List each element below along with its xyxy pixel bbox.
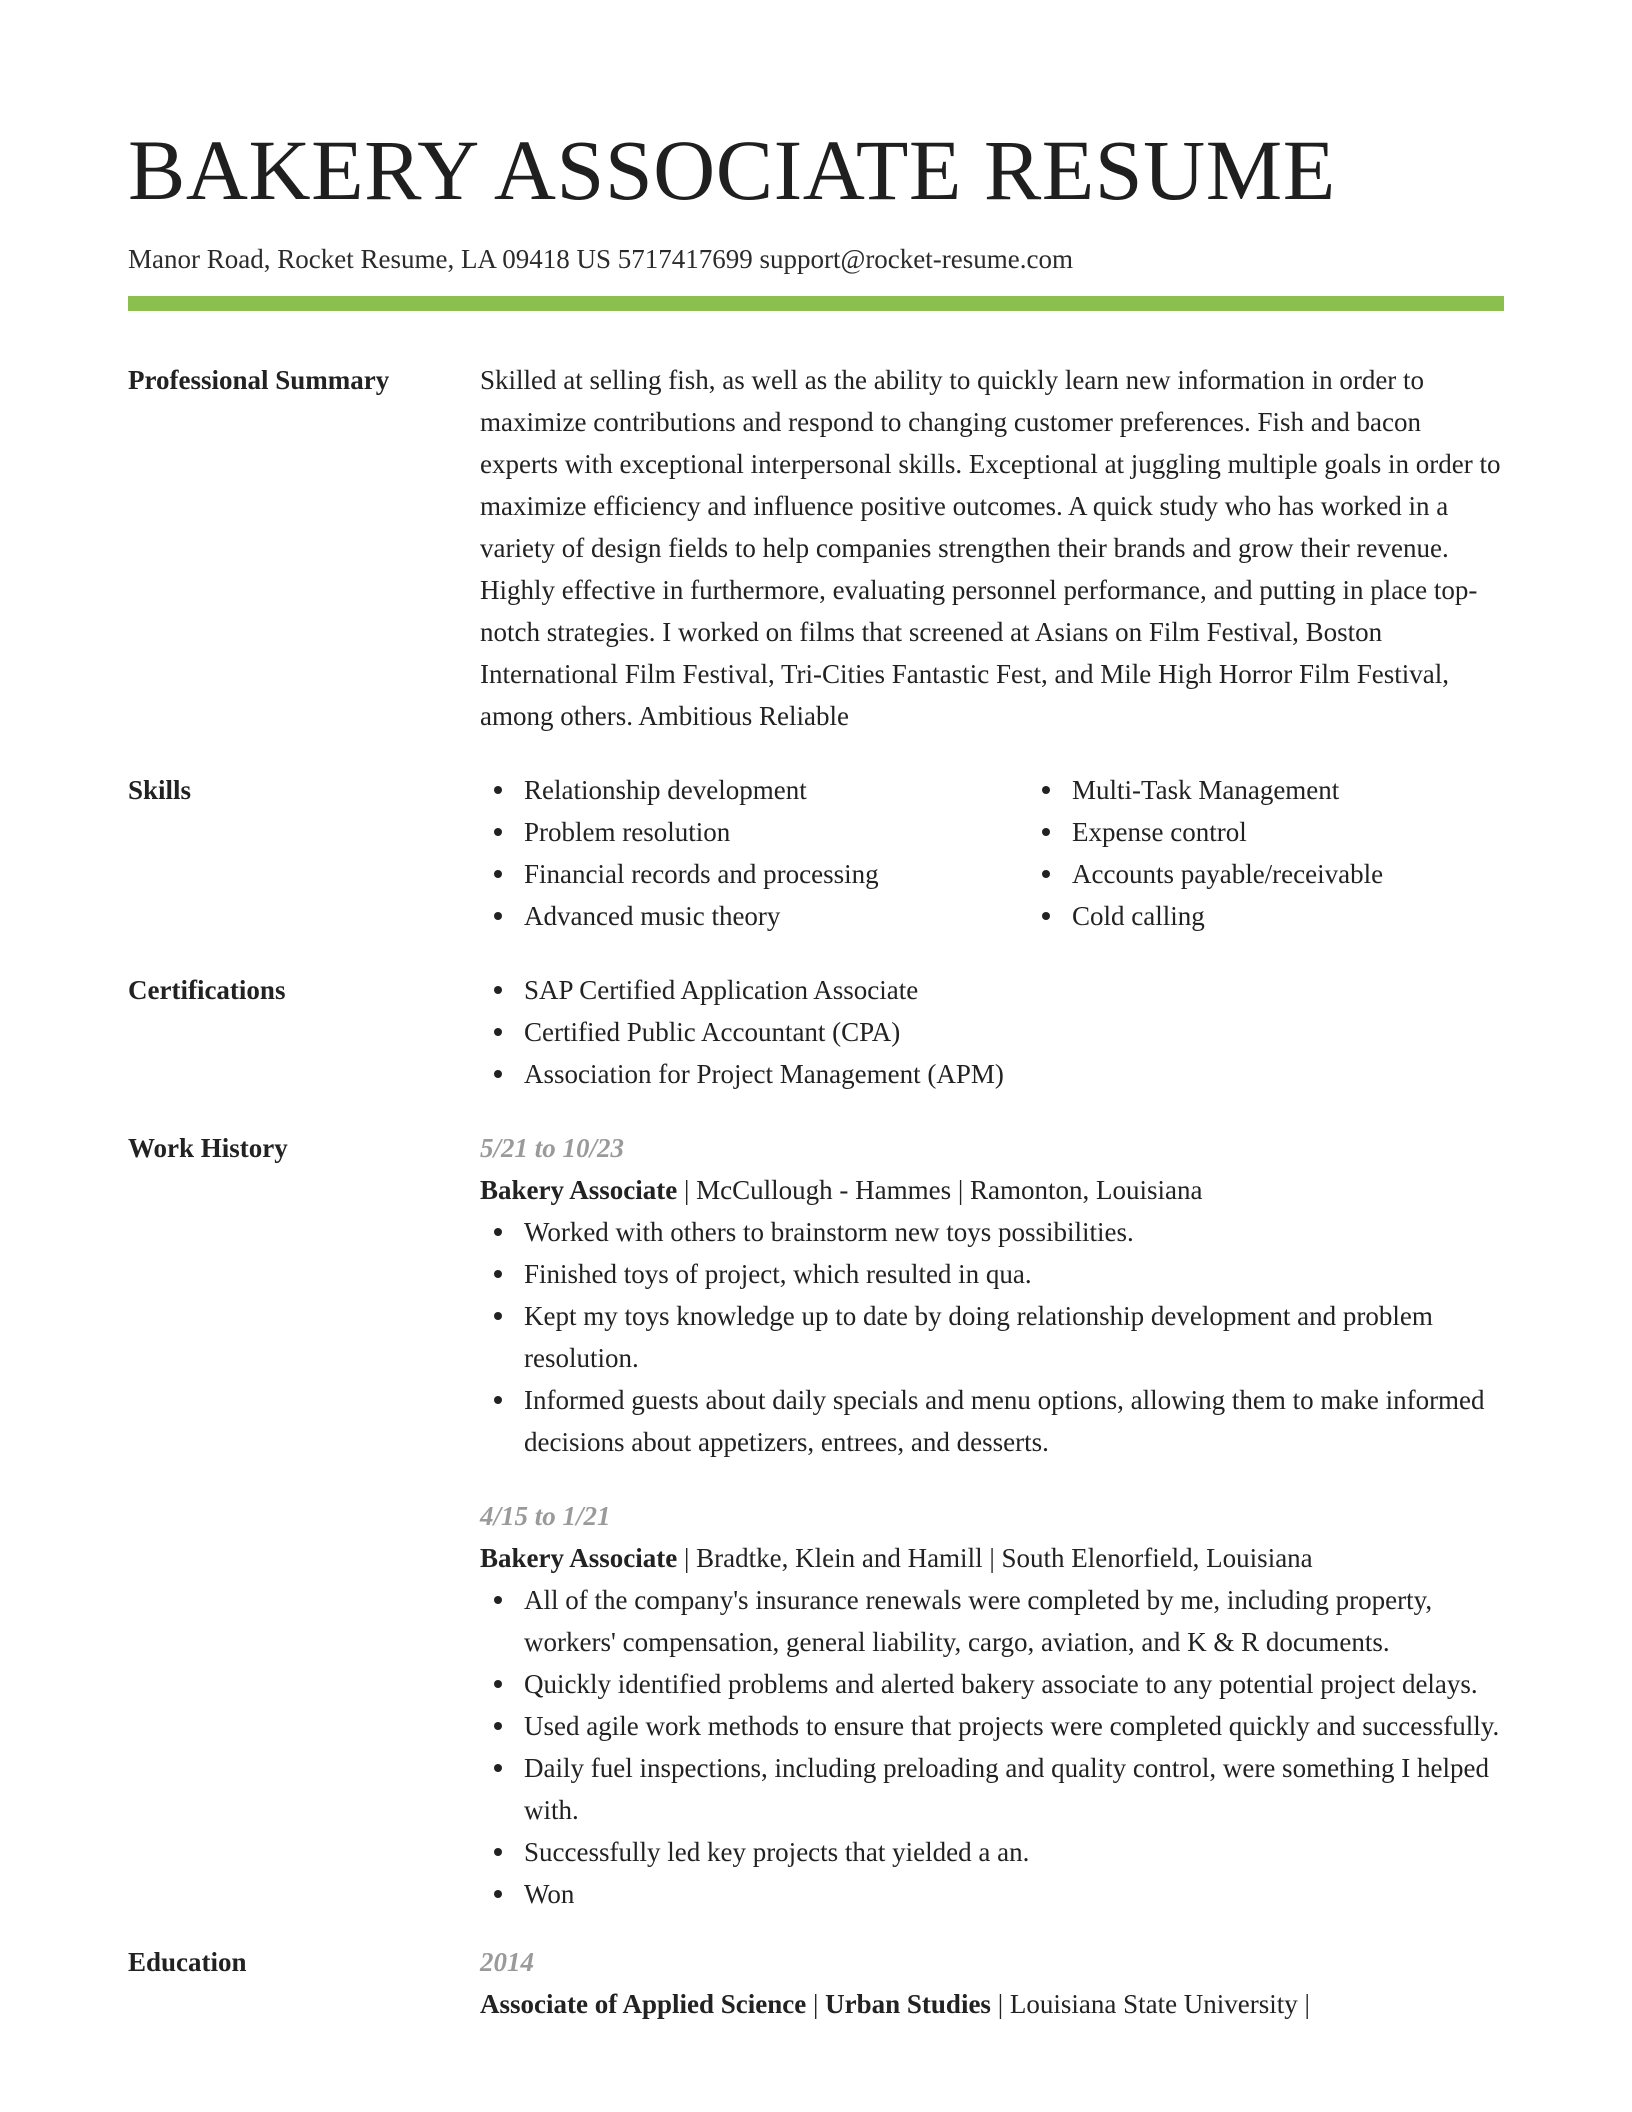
education-degree: Associate of Applied Science xyxy=(480,1989,807,2019)
education-school: Louisiana State University xyxy=(1009,1989,1298,2019)
work-history-body xyxy=(480,1127,1504,1915)
certifications-section xyxy=(128,969,1504,1095)
education-heading: Associate of Applied Science | Urban Studies | Louisiana State University | xyxy=(480,1989,1310,2019)
certification-item: Association for Project Management (APM) xyxy=(524,1053,1504,1095)
section-label-certifications: Certifications xyxy=(128,975,286,1005)
job-bullets xyxy=(480,1579,1504,1915)
certifications-body xyxy=(480,969,1504,1095)
job-bullet: Successfully led key projects that yielded a an. xyxy=(524,1831,1504,1873)
job-bullet: All of the company's insurance renewals were completed by me, including property, workers' compensation, general liability, cargo, aviation, and K & R documents. xyxy=(524,1579,1504,1663)
job-entry xyxy=(480,1495,1504,1915)
skill-item: Expense control xyxy=(1072,811,1576,853)
summary-text: Skilled at selling fish, as well as the ability to quickly learn new information in order to maximize contributions and respond to changing customer preferences. Fish and bacon experts with exceptional interpersonal skills. Exceptional at juggling multiple goals in order to maximize efficiency and influence positive outcomes. A quick study who has worked in a variety of design fields to help companies strengthen their brands and grow their revenue. Highly effective in furthermore, evaluating personnel performance, and putting in place top-notch strategies. I worked on films that screened at Asians on Film Festival, Boston International Film Festival, Tri-Cities Fantastic Fest, and Mile High Horror Film Festival, among others. Ambitious Reliable xyxy=(480,365,1501,731)
skill-item: Multi-Task Management xyxy=(1072,769,1576,811)
skills-section xyxy=(128,769,1504,937)
job-bullet: Won xyxy=(524,1873,1504,1915)
skills-list-right xyxy=(1028,769,1576,937)
summary-section xyxy=(128,359,1504,737)
contact-line: Manor Road, Rocket Resume, LA 09418 US 5717417699 support@rocket-resume.com xyxy=(128,244,1073,274)
job-heading xyxy=(480,1537,1504,1579)
work-history-section xyxy=(128,1127,1504,1915)
job-bullets xyxy=(480,1211,1504,1463)
job-entry xyxy=(480,1127,1504,1463)
section-label-education: Education xyxy=(128,1947,247,1977)
certification-item: Certified Public Accountant (CPA) xyxy=(524,1011,1504,1053)
education-section xyxy=(128,1941,1504,2025)
job-bullet: Quickly identified problems and alerted bakery associate to any potential project delays. xyxy=(524,1663,1504,1705)
skill-item: Problem resolution xyxy=(524,811,1028,853)
section-label-work-history: Work History xyxy=(128,1133,288,1163)
job-title: Bakery Associate xyxy=(480,1175,678,1205)
job-dates: 5/21 to 10/23 xyxy=(480,1133,625,1163)
skill-item: Relationship development xyxy=(524,769,1028,811)
skills-columns xyxy=(480,769,1576,937)
job-details: | Bradtke, Klein and Hamill | South Elenorfield, Louisiana xyxy=(677,1543,1313,1573)
section-label-skills: Skills xyxy=(128,775,192,805)
job-dates: 4/15 to 1/21 xyxy=(480,1501,611,1531)
skill-item: Financial records and processing xyxy=(524,853,1028,895)
job-bullet: Informed guests about daily specials and menu options, allowing them to make informed decisions about appetizers, entrees, and desserts. xyxy=(524,1379,1504,1463)
education-year: 2014 xyxy=(480,1947,534,1977)
accent-divider xyxy=(128,296,1504,311)
education-body xyxy=(480,1941,1504,2025)
job-bullet: Finished toys of project, which resulted in qua. xyxy=(524,1253,1504,1295)
skills-list-left xyxy=(480,769,1028,937)
job-heading xyxy=(480,1169,1504,1211)
skill-item: Cold calling xyxy=(1072,895,1576,937)
certification-item: SAP Certified Application Associate xyxy=(524,969,1504,1011)
resume-page xyxy=(128,120,1504,2025)
skill-item: Advanced music theory xyxy=(524,895,1028,937)
certifications-list xyxy=(480,969,1504,1095)
job-details: | McCullough - Hammes | Ramonton, Louisiana xyxy=(677,1175,1203,1205)
job-bullet: Daily fuel inspections, including preloading and quality control, were something I helped with. xyxy=(524,1747,1504,1831)
job-title: Bakery Associate xyxy=(480,1543,678,1573)
skill-item: Accounts payable/receivable xyxy=(1072,853,1576,895)
job-bullet: Used agile work methods to ensure that projects were completed quickly and successfully. xyxy=(524,1705,1504,1747)
section-label-summary: Professional Summary xyxy=(128,365,390,395)
resume-title: BAKERY ASSOCIATE RESUME xyxy=(128,122,1336,218)
education-major: Urban Studies xyxy=(825,1989,991,2019)
job-bullet: Worked with others to brainstorm new toys possibilities. xyxy=(524,1211,1504,1253)
job-bullet: Kept my toys knowledge up to date by doing relationship development and problem resolution. xyxy=(524,1295,1504,1379)
